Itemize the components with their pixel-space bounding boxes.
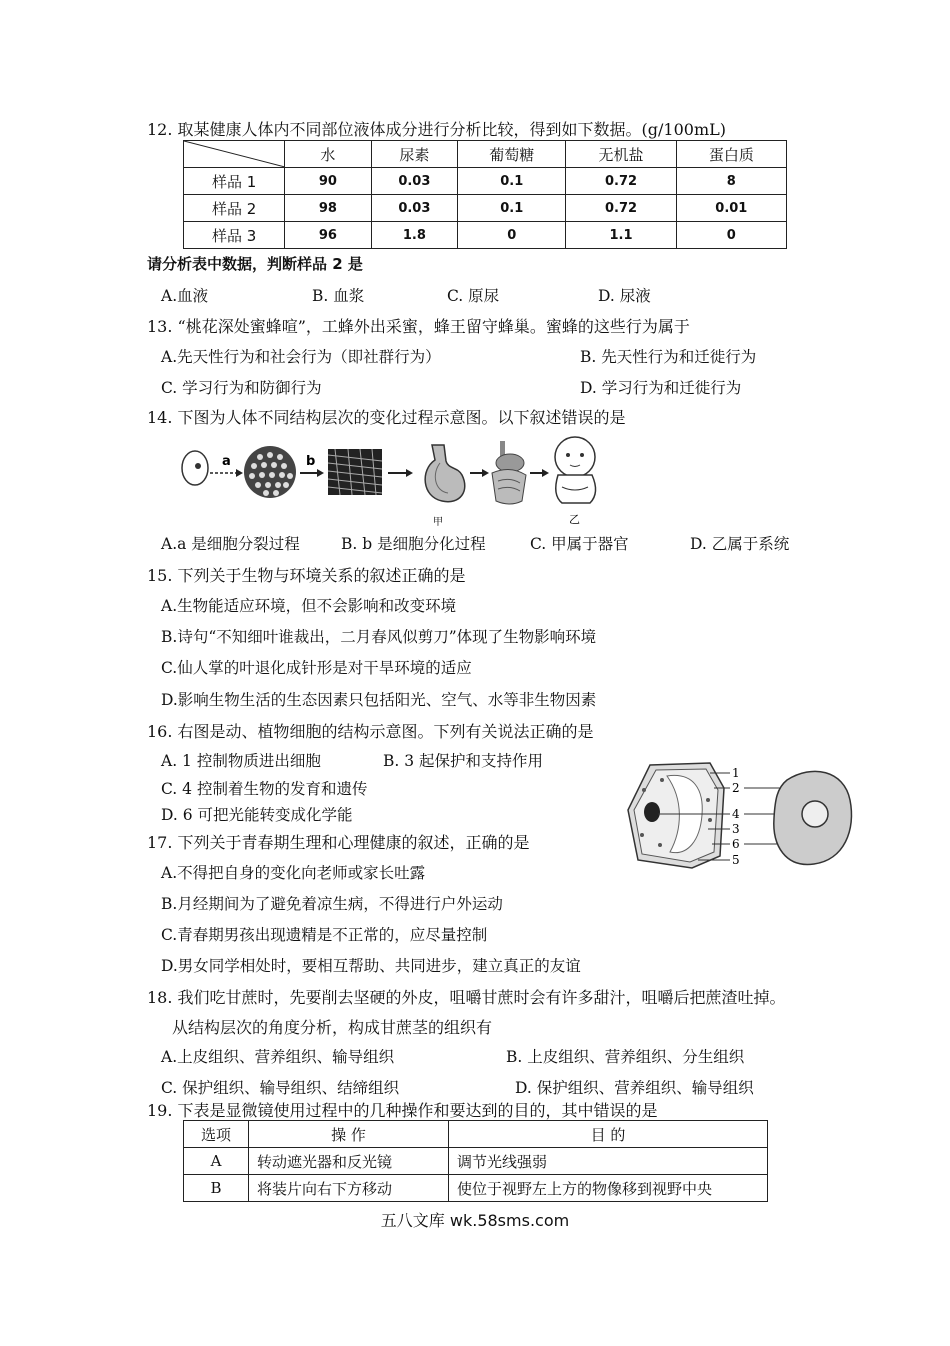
figure-label-4: 4 <box>732 807 740 821</box>
table-row <box>184 1148 768 1175</box>
table-row <box>184 168 787 195</box>
q13-option-a[interactable]: A.先天性行为和社会行为（即社群行为） <box>161 348 441 366</box>
single-cell-icon <box>182 451 208 485</box>
cell: 0.03 <box>371 168 458 195</box>
digestive-system-icon <box>492 441 526 504</box>
cell: B <box>184 1175 249 1202</box>
q17-option-c[interactable]: C.青春期男孩出现遗精是不正常的，应尽量控制 <box>161 926 488 944</box>
table-header: 尿素 <box>371 141 458 168</box>
q15-option-a[interactable]: A.生物能适应环境，但不会影响和改变环境 <box>161 597 457 615</box>
table-row <box>184 1175 768 1202</box>
q17-option-a[interactable]: A.不得把自身的变化向老师或家长吐露 <box>161 864 426 882</box>
cell: 90 <box>285 168 371 195</box>
label-a: a <box>222 454 231 469</box>
cell: 0.03 <box>371 195 458 222</box>
q13-option-c[interactable]: C. 学习行为和防御行为 <box>161 379 322 397</box>
cell: 0.72 <box>566 168 676 195</box>
q18-stem-2: 从结构层次的角度分析，构成甘蔗茎的组织有 <box>172 1018 493 1037</box>
label-jia: 甲 <box>433 517 443 528</box>
q16-option-c[interactable]: C. 4 控制着生物的发育和遗传 <box>161 780 368 798</box>
q14-option-b[interactable]: B. b 是细胞分化过程 <box>341 535 486 553</box>
q12-option-a[interactable]: A.血液 <box>161 287 209 305</box>
table-row <box>184 195 787 222</box>
figure-label-2: 2 <box>732 781 740 795</box>
table-header: 操 作 <box>249 1121 449 1148</box>
table-header: 目 的 <box>449 1121 768 1148</box>
baby-icon <box>555 437 596 503</box>
q18-option-b[interactable]: B. 上皮组织、营养组织、分生组织 <box>506 1048 745 1066</box>
footer-watermark: 五八文库 wk.58sms.com <box>380 1211 570 1230</box>
figure-label-6: 6 <box>732 837 740 851</box>
cell: 0 <box>676 222 786 249</box>
plant-cell-icon <box>628 763 724 868</box>
cell: 0.1 <box>458 195 566 222</box>
figure-label-3: 3 <box>732 822 740 836</box>
cell: 使位于视野左上方的物像移到视野中央 <box>449 1175 768 1202</box>
cell: 0.01 <box>676 195 786 222</box>
table-row <box>184 222 787 249</box>
cell: 96 <box>285 222 371 249</box>
q12-option-c[interactable]: C. 原尿 <box>447 287 500 305</box>
cell: 将装片向右下方移动 <box>249 1175 449 1202</box>
q12-prompt: 请分析表中数据，判断样品 2 是 <box>147 255 363 273</box>
cell: 0.72 <box>566 195 676 222</box>
table-header: 葡萄糖 <box>458 141 566 168</box>
stomach-icon <box>425 445 465 502</box>
q15-option-c[interactable]: C.仙人掌的叶退化成针形是对干旱环境的适应 <box>161 659 472 677</box>
cell: 0 <box>458 222 566 249</box>
q17-option-b[interactable]: B.月经期间为了避免着凉生病，不得进行户外运动 <box>161 895 503 913</box>
q18-option-a[interactable]: A.上皮组织、营养组织、输导组织 <box>161 1048 395 1066</box>
q18-option-d[interactable]: D. 保护组织、营养组织、输导组织 <box>515 1079 754 1097</box>
q13-option-d[interactable]: D. 学习行为和迁徙行为 <box>580 379 742 397</box>
figure-label-5: 5 <box>732 853 740 867</box>
q13-option-b[interactable]: B. 先天性行为和迁徙行为 <box>580 348 757 366</box>
q16-option-d[interactable]: D. 6 可把光能转变成化学能 <box>161 806 353 824</box>
cell: A <box>184 1148 249 1175</box>
q12-option-b[interactable]: B. 血浆 <box>312 287 365 305</box>
q17-stem: 17. 下列关于青春期生理和心理健康的叙述，正确的是 <box>147 833 530 852</box>
table-header: 选项 <box>184 1121 249 1148</box>
q19-microscope-table <box>183 1120 768 1202</box>
cell: 1.1 <box>566 222 676 249</box>
q12-stem: 12. 取某健康人体内不同部位液体成分进行分析比较，得到如下数据。(g/100mL) <box>147 120 726 139</box>
q13-stem: 13. “桃花深处蜜蜂喧”，工蜂外出采蜜，蜂王留守蜂巢。蜜蜂的这些行为属于 <box>147 317 690 336</box>
table-corner-cell <box>184 141 285 168</box>
cell-mass-icon <box>244 446 296 498</box>
cell: 98 <box>285 195 371 222</box>
table-header: 水 <box>285 141 371 168</box>
q15-option-b[interactable]: B.诗句“不知细叶谁裁出，二月春风似剪刀”体现了生物影响环境 <box>161 628 597 646</box>
table-header: 蛋白质 <box>676 141 786 168</box>
q19-stem: 19. 下表是显微镜使用过程中的几种操作和要达到的目的，其中错误的是 <box>147 1101 658 1120</box>
q14-option-c[interactable]: C. 甲属于器官 <box>530 535 629 553</box>
q15-option-d[interactable]: D.影响生物生活的生态因素只包括阳光、空气、水等非生物因素 <box>161 691 597 709</box>
q18-stem: 18. 我们吃甘蔗时，先要削去坚硬的外皮，咀嚼甘蔗时会有许多甜汁，咀嚼后把蔗渣吐掉。 <box>147 988 786 1007</box>
structure-levels-figure <box>170 435 610 530</box>
row-label: 样品 2 <box>184 195 285 222</box>
cell: 1.8 <box>371 222 458 249</box>
row-label: 样品 1 <box>184 168 285 195</box>
label-yi: 乙 <box>569 513 580 526</box>
figure-label-1: 1 <box>732 766 740 780</box>
q16-option-b[interactable]: B. 3 起保护和支持作用 <box>383 752 544 770</box>
q15-stem: 15. 下列关于生物与环境关系的叙述正确的是 <box>147 566 466 585</box>
label-b: b <box>306 454 316 469</box>
q16-option-a[interactable]: A. 1 控制物质进出细胞 <box>161 752 321 770</box>
q14-option-a[interactable]: A.a 是细胞分裂过程 <box>161 535 300 553</box>
cell: 0.1 <box>458 168 566 195</box>
row-label: 样品 3 <box>184 222 285 249</box>
tissue-icon <box>328 449 382 495</box>
q16-stem: 16. 右图是动、植物细胞的结构示意图。下列有关说法正确的是 <box>147 722 594 741</box>
cell-structure-figure <box>622 760 857 875</box>
q12-option-d[interactable]: D. 尿液 <box>598 287 651 305</box>
cell: 调节光线强弱 <box>449 1148 768 1175</box>
cell: 8 <box>676 168 786 195</box>
q14-option-d[interactable]: D. 乙属于系统 <box>690 535 790 553</box>
q12-data-table <box>183 140 787 249</box>
cell: 转动遮光器和反光镜 <box>249 1148 449 1175</box>
table-header: 无机盐 <box>566 141 676 168</box>
q17-option-d[interactable]: D.男女同学相处时，要相互帮助、共同进步，建立真正的友谊 <box>161 957 581 975</box>
q18-option-c[interactable]: C. 保护组织、输导组织、结缔组织 <box>161 1079 400 1097</box>
animal-cell-icon <box>774 771 852 864</box>
q14-stem: 14. 下图为人体不同结构层次的变化过程示意图。以下叙述错误的是 <box>147 408 626 427</box>
